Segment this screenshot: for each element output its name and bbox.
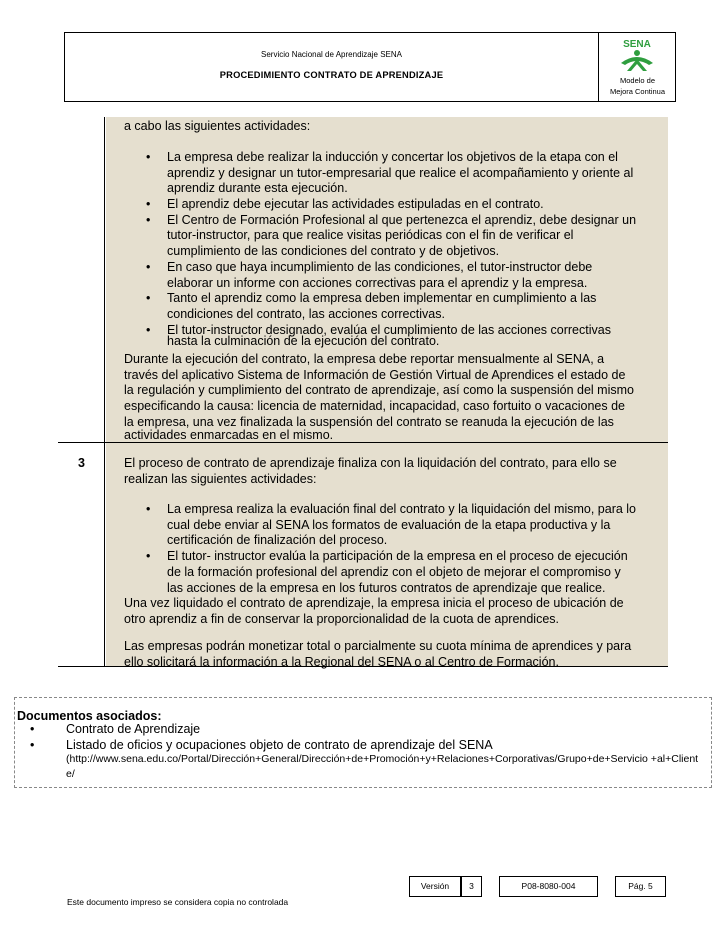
step-number-column [58, 117, 105, 667]
header-title-cell [65, 33, 598, 101]
organization-name: Servicio Nacional de Aprendizaje SENA [261, 50, 402, 59]
document-link[interactable]: (http://www.sena.edu.co/Portal/Dirección+General/Dirección+de+Promoción+y+Relaciones+Corporativas/Grupo+de+Servicio +al+Cliente/ [66, 753, 699, 780]
version-label: Versión [409, 876, 461, 897]
section3-bullet-2-line-1: El tutor- instructor evalúa la participación de la empresa en el proceso de ejecución [167, 549, 628, 564]
section2-bullet-2-line-1: El aprendiz debe ejecutar las actividades estipuladas en el contrato. [167, 197, 544, 211]
section3-para2-line-1: Las empresas podrán monetizar total o parcialmente su cuota mínima de aprendices y para [124, 639, 632, 653]
section3-bullet-1-line-3: certificación de finalización del proceso. [167, 533, 388, 548]
section3-para1-line-1: Una vez liquidado el contrato de aprendizaje, la empresa inicia el proceso de ubicación de [124, 596, 624, 611]
section2-para-line-5: la empresa, una vez finalizada la suspensión del contrato se reanuda la ejecución de las [124, 414, 614, 429]
section2-para-line-2: través del aplicativo Sistema de Información de Gestión Virtual de Aprendices el estado de [124, 367, 626, 382]
section2-para-line-4: especificando la causa: licencia de maternidad, incapacidad, caso fortuito o vacaciones de [124, 399, 626, 414]
section2-bullet-5-line-2: condiciones del contrato, las acciones correctivas. [167, 306, 445, 321]
section3-bullet-1-line-1: La empresa realiza la evaluación final del contrato y la liquidación del mismo, para lo [167, 502, 637, 516]
document-code: P08-8080-004 [499, 876, 598, 897]
section2-bullet-5-line-1: Tanto el aprendiz como la empresa deben implementar en cumplimiento a las [167, 291, 597, 306]
model-label-line1: Modelo de [619, 76, 656, 85]
bullet-dot: • [146, 197, 151, 211]
section2-bullet-6-line-2: hasta la culminación de la ejecución del contrato. [167, 334, 440, 348]
document-title: PROCEDIMIENTO CONTRATO DE APRENDIZAJE [219, 70, 444, 80]
section3-intro-line-1: El proceso de contrato de aprendizaje finaliza con la liquidación del contrato, para ello se [124, 456, 617, 470]
bullet-dot: • [146, 549, 151, 564]
bullet-dot: • [146, 259, 151, 274]
uncontrolled-copy-note: Este documento impreso se considera copia no controlada [67, 897, 289, 907]
header-logo-cell [598, 33, 675, 101]
model-label-line2: Mejora Continua [609, 87, 666, 96]
associated-documents-title: Documentos asociados: [17, 709, 162, 723]
section2-bullet-3-line-1: El Centro de Formación Profesional al que pertenezca el aprendiz, debe designar un [167, 212, 637, 227]
section3-intro-line-2: realizan las siguientes actividades: [124, 471, 317, 486]
section3-bullet-2-line-3: las acciones de la empresa en los futuros contratos de aprendizaje que realice. [167, 580, 606, 595]
document-item-1: Contrato de Aprendizaje [66, 722, 201, 736]
version-number: 3 [461, 876, 482, 897]
section2-bullet-1-line-2: aprendiz y designar un tutor-empresarial que realice el acompañamiento y oriente al [167, 165, 634, 180]
section2-bullet-1-line-1: La empresa debe realizar la inducción y concertar los objetivos de la etapa con el [167, 150, 618, 164]
section2-para-line-3: la regulación y cumplimiento del contrato de aprendizaje, así como la suspensión del mismo [124, 383, 634, 398]
bullet-dot: • [146, 150, 151, 164]
step-number-3: 3 [78, 456, 85, 470]
bullet-dot: • [146, 291, 151, 306]
bullet-dot: • [146, 322, 151, 337]
svg-text:SENA: SENA [623, 39, 651, 50]
bullet-dot: • [146, 212, 151, 227]
page-number: Pág. 5 [615, 876, 666, 897]
section2-bullet-4-line-2: elaborar un informe con acciones correctivas para el aprendiz y la empresa. [167, 275, 588, 290]
sena-logo-icon [613, 37, 661, 75]
section3-para1-line-2: otro aprendiz a fin de conservar la proporcionalidad de la cuota de aprendices. [124, 611, 559, 626]
section3-bullet-2-line-2: de la formación profesional del aprendiz con el objeto de mejorar el compromiso y [167, 564, 621, 579]
section3-para2-line-2: ello solicitará la información a la Regional del SENA o al Centro de Formación. [124, 654, 559, 669]
section2-bullet-4-line-1: En caso que haya incumplimiento de las condiciones, el tutor-instructor debe [167, 259, 593, 274]
section2-bullet-6-line-1: El tutor-instructor designado, evalúa el cumplimiento de las acciones correctivas [167, 322, 611, 337]
section2-para-line-6: actividades enmarcadas en el mismo. [124, 428, 334, 442]
section3-bullet-1-line-2: cual debe enviar al SENA los formatos de evaluación de la etapa productiva y la [167, 517, 611, 532]
section2-para-line-1: Durante la ejecución del contrato, la empresa debe reportar mensualmente al SENA, a [124, 352, 605, 366]
document-item-2: Listado de oficios y ocupaciones objeto de contrato de aprendizaje del SENA [66, 737, 493, 752]
section2-bullet-3-line-2: tutor-instructor, para que realice visitas periódicas con el fin de verificar el [167, 228, 574, 243]
document-header [64, 32, 676, 102]
bullet-dot: • [146, 502, 151, 516]
section2-intro-line: a cabo las siguientes actividades: [124, 119, 311, 133]
section2-bullet-3-line-3: cumplimiento de las condiciones del contrato y de objetivos. [167, 244, 500, 259]
bullet-dot: • [30, 722, 35, 736]
section2-bullet-1-line-3: aprendiz durante esta ejecución. [167, 181, 348, 196]
bullet-dot: • [30, 737, 35, 752]
